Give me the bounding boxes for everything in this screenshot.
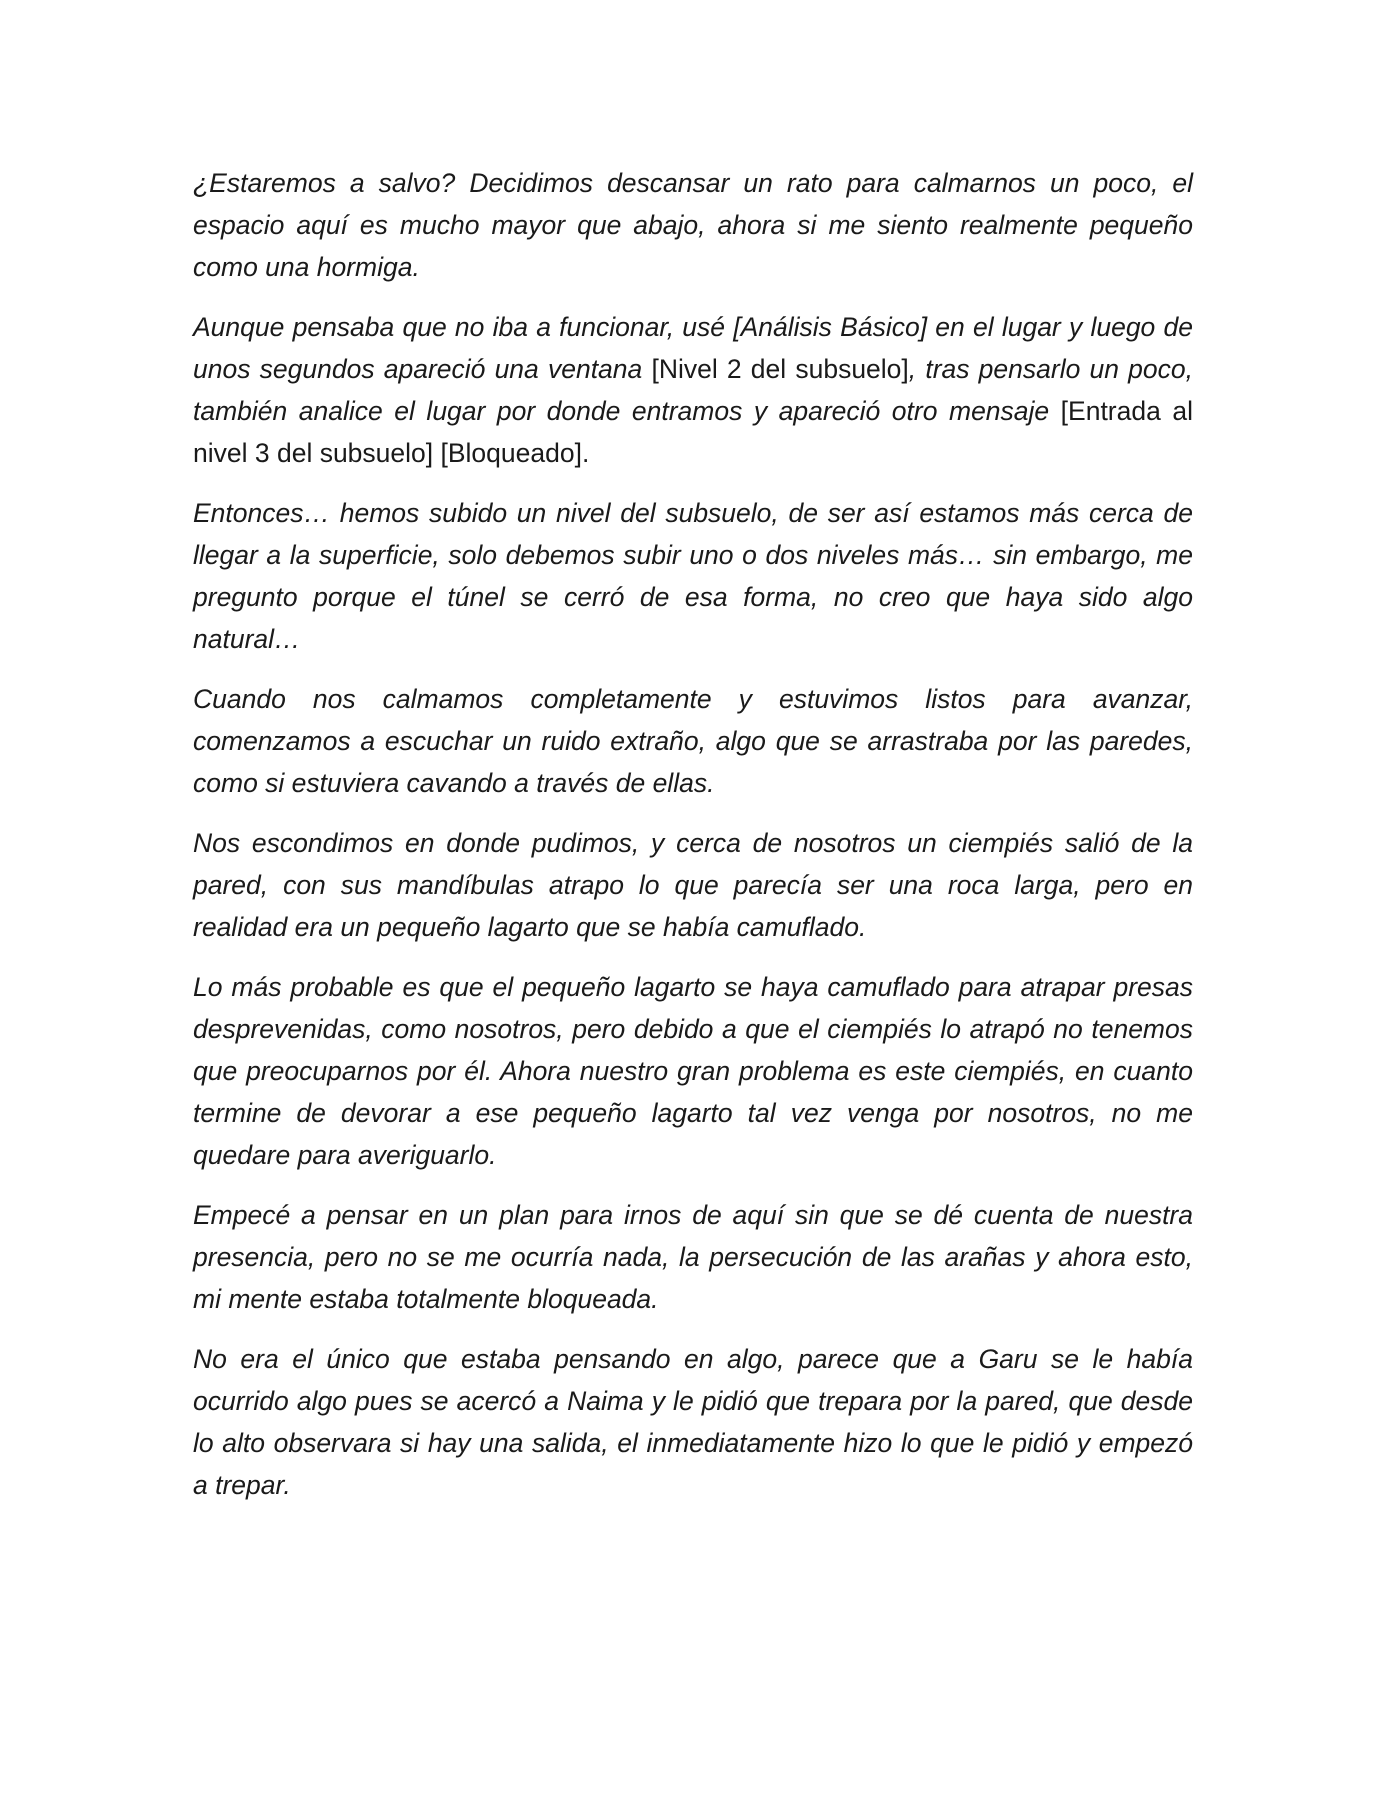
body-text: [193, 162, 1193, 1524]
paragraph-5: [193, 822, 1193, 948]
paragraph-text: Cuando nos calmamos completamente y estuvimos listos para avanzar, comenzamos a escuchar un ruido extraño, algo que se arrastraba por las paredes, como si estuviera cavando a través de ellas.: [193, 684, 1193, 798]
paragraph-text: ¿Estaremos a salvo? Decidimos descansar un rato para calmarnos un poco, el espacio aquí es mucho mayor que abajo, ahora si me siento realmente pequeño como una hormiga.: [193, 168, 1193, 282]
paragraph-text: Aunque pensaba que no iba a funcionar, usé [Análisis Básico] en el lugar y luego de unos segundos apareció una ventana: [193, 312, 1193, 384]
paragraph-3: [193, 492, 1193, 660]
paragraph-text: Empecé a pensar en un plan para irnos de aquí sin que se dé cuenta de nuestra presencia, pero no se me ocurría nada, la persecución de las arañas y ahora esto, mi mente estaba totalmente bloqueada.: [193, 1200, 1193, 1314]
system-window-text: [Nivel 2 del subsuelo]: [651, 354, 909, 384]
paragraph-7: [193, 1194, 1193, 1320]
paragraph-text: , tras pensarlo un poco, también analice el lugar por donde entramos y apareció otro mensaje: [193, 354, 1193, 426]
paragraph-text: No era el único que estaba pensando en algo, parece que a Garu se le había ocurrido algo pues se acercó a Naima y le pidió que trepara por la pared, que desde lo alto observara si hay una salida, el inmediatamente hizo lo que le pidió y empezó a trepar.: [193, 1344, 1193, 1500]
paragraph-text: Entonces… hemos subido un nivel del subsuelo, de ser así estamos más cerca de llegar a la superficie, solo debemos subir uno o dos niveles más… sin embargo, me pregunto porque el túnel se cerró de esa forma, no creo que haya sido algo natural…: [193, 498, 1193, 654]
paragraph-text: Nos escondimos en donde pudimos, y cerca de nosotros un ciempiés salió de la pared, con sus mandíbulas atrapo lo que parecía ser una roca larga, pero en realidad era un pequeño lagarto que se había camuflado.: [193, 828, 1193, 942]
paragraph-1: [193, 162, 1193, 288]
paragraph-text: Lo más probable es que el pequeño lagarto se haya camuflado para atrapar presas desprevenidas, como nosotros, pero debido a que el ciempiés lo atrapó no tenemos que preocuparnos por él. Ahora nuestro gran problema es este ciempiés, en cuanto termine de devorar a ese pequeño lagarto tal vez venga por nosotros, no me quedare para averiguarlo.: [193, 972, 1193, 1170]
paragraph-8: [193, 1338, 1193, 1506]
system-message-text: [Entrada al nivel 3 del subsuelo] [Bloqueado].: [193, 396, 1193, 468]
paragraph-2: [193, 306, 1193, 474]
paragraph-4: [193, 678, 1193, 804]
paragraph-6: [193, 966, 1193, 1176]
